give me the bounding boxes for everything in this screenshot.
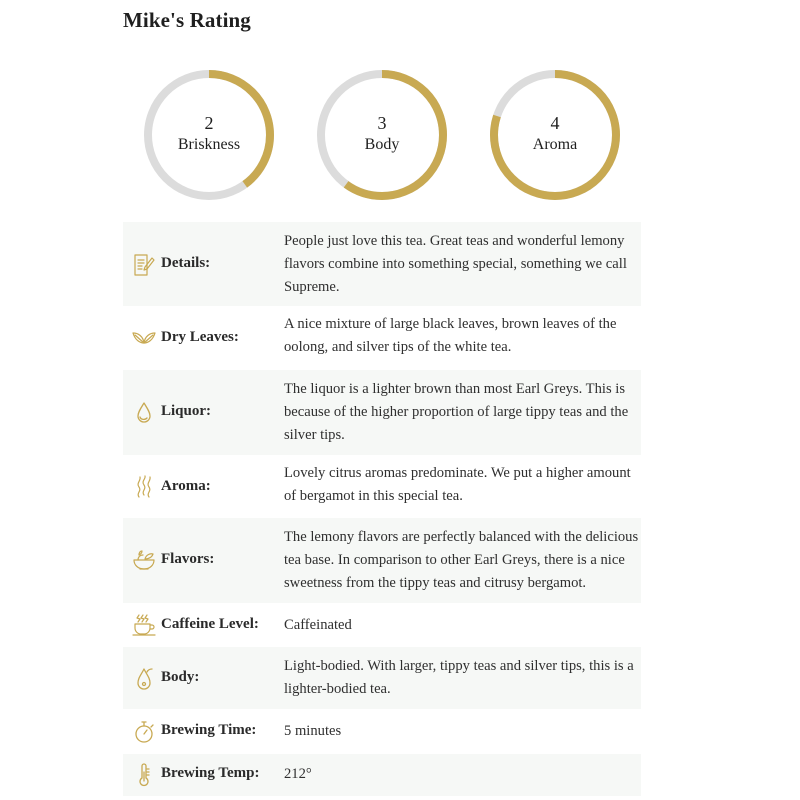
detail-label: Body: bbox=[161, 669, 200, 685]
thermometer-icon bbox=[131, 762, 157, 788]
rating-rings bbox=[143, 69, 623, 201]
detail-label: Brewing Time: bbox=[161, 722, 257, 738]
rating-value: 2 bbox=[204, 113, 214, 133]
detail-value: A nice mixture of large black leaves, brown leaves of the oolong, and silver tips of the white tea. bbox=[284, 316, 617, 355]
detail-label: Dry Leaves: bbox=[161, 329, 239, 345]
tea-details-table bbox=[123, 222, 641, 796]
body-drop-icon bbox=[131, 666, 157, 692]
detail-row-liquor bbox=[123, 370, 641, 455]
detail-value: Lovely citrus aromas predominate. We put a higher amount of bergamot in this special tea. bbox=[284, 465, 631, 504]
steaming-cup-icon bbox=[131, 612, 157, 638]
leaves-icon bbox=[131, 325, 157, 351]
detail-row-brewing-temp bbox=[123, 754, 641, 796]
rating-value: 3 bbox=[377, 113, 387, 133]
detail-value: 5 minutes bbox=[284, 723, 342, 739]
detail-label: Brewing Temp: bbox=[161, 765, 260, 781]
detail-label: Aroma: bbox=[161, 478, 211, 494]
detail-row-details bbox=[123, 222, 641, 306]
rating-label: Aroma bbox=[532, 136, 578, 153]
section-title: Mike's Rating bbox=[123, 8, 251, 32]
detail-row-flavors bbox=[123, 518, 641, 603]
detail-row-caffeine-level bbox=[123, 603, 641, 647]
detail-row-aroma bbox=[123, 455, 641, 518]
rating-value: 4 bbox=[550, 113, 560, 133]
detail-row-body bbox=[123, 647, 641, 709]
ring-chart bbox=[489, 69, 621, 201]
detail-row-brewing-time bbox=[123, 709, 641, 754]
ring-chart bbox=[316, 69, 448, 201]
detail-value: The lemony flavors are perfectly balanced with the delicious tea base. In comparison to other Earl Greys, there is a nice sweetness from the tippy teas and citrusy bergamot. bbox=[284, 529, 639, 591]
detail-value: Light-bodied. With larger, tippy teas and silver tips, this is a lighter-bodied tea. bbox=[284, 658, 634, 697]
rating-label: Briskness bbox=[177, 136, 241, 153]
detail-label: Flavors: bbox=[161, 551, 215, 567]
droplet-icon bbox=[131, 400, 157, 426]
rating-ring-briskness bbox=[143, 69, 275, 201]
detail-label: Liquor: bbox=[161, 403, 212, 419]
stopwatch-icon bbox=[131, 719, 157, 745]
detail-value: People just love this tea. Great teas and wonderful lemony flavors combine into something special, something we call Supreme. bbox=[284, 233, 627, 295]
rating-ring-aroma bbox=[489, 69, 621, 201]
detail-label: Details: bbox=[161, 255, 211, 271]
detail-value: The liquor is a lighter brown than most Earl Greys. This is because of the higher proportion of large tippy teas and the silver tips. bbox=[284, 381, 629, 443]
notepad-icon bbox=[131, 252, 157, 278]
detail-label: Caffeine Level: bbox=[161, 616, 259, 632]
ring-chart bbox=[143, 69, 275, 201]
aroma-waves-icon bbox=[131, 473, 157, 499]
detail-value: Caffeinated bbox=[284, 617, 352, 633]
rating-label: Body bbox=[364, 136, 400, 153]
detail-row-dry-leaves bbox=[123, 306, 641, 370]
bowl-icon bbox=[131, 547, 157, 573]
rating-ring-body bbox=[316, 69, 448, 201]
detail-value: 212° bbox=[284, 766, 312, 782]
